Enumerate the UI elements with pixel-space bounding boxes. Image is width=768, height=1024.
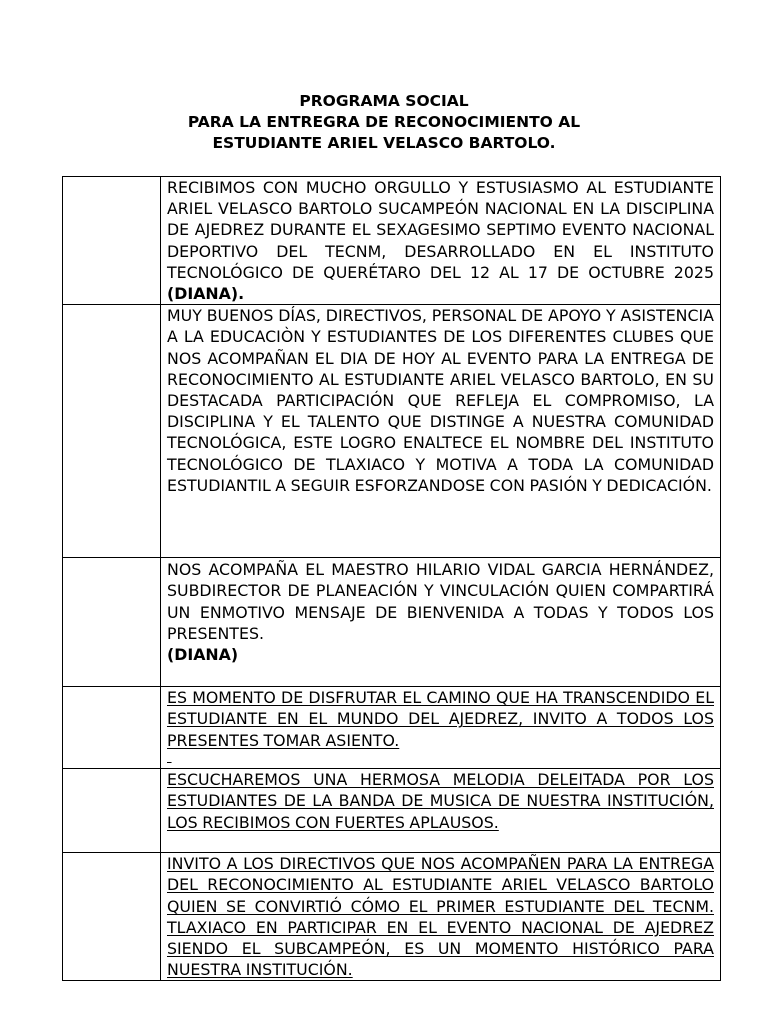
row-text <box>167 687 714 761</box>
row-label-cell <box>63 687 161 769</box>
row-text-cell <box>161 687 721 769</box>
row-label-cell <box>63 558 161 687</box>
row-text-cell <box>161 177 721 305</box>
program-row <box>63 305 721 558</box>
row-text-cell <box>161 853 721 981</box>
row-text <box>167 305 714 496</box>
row-label-cell <box>63 177 161 305</box>
title-line-1: PROGRAMA SOCIAL <box>299 92 469 110</box>
row-body: ESCUCHAREMOS UNA HERMOSA MELODIA DELEITADA POR LOS ESTUDIANTES DE LA BANDA DE MUSICA DE NUESTRA INSTITUCIÓN, LOS RECIBIMOS CON FUERTES APLAUSOS. <box>167 770 714 832</box>
program-row <box>63 687 721 769</box>
program-row <box>63 853 721 981</box>
row-body: NOS ACOMPAÑA EL MAESTRO HILARIO VIDAL GARCIA HERNÁNDEZ, SUBDIRECTOR DE PLANEACIÓN Y VINCULACIÓN QUIEN COMPARTIRÁ UN ENMOTIVO MENSAJE DE BIENVENIDA A TODAS Y TODOS LOS PRESENTES. <box>167 560 714 643</box>
program-row <box>63 769 721 853</box>
title-line-2: PARA LA ENTREGRA DE RECONOCIMIENTO AL <box>187 113 581 131</box>
program-table <box>62 176 721 981</box>
row-text-cell <box>161 769 721 853</box>
row-text-cell <box>161 305 721 558</box>
title-line-3: ESTUDIANTE ARIEL VELASCO BARTOLO. <box>212 134 556 152</box>
row-text-cell <box>161 558 721 687</box>
program-row <box>63 177 721 305</box>
row-body: MUY BUENOS DÍAS, DIRECTIVOS, PERSONAL DE APOYO Y ASISTENCIA A LA EDUCACIÒN Y ESTUDIANTES DE LOS DIFERENTES CLUBES QUE NOS ACOMPAÑAN EL DIA DE HOY AL EVENTO PARA LA ENTREGA DE RECONOCIMIENTO AL ESTUDIANTE ARIEL VELASCO BARTOLO, EN SU DESTACADA PARTICIPACIÓN QUE REFLEJA EL COMPROMISO, LA DISCIPLINA Y EL TALENTO QUE DISTINGE A NUESTRA COMUNIDAD TECNOLÓGICA, ESTE LOGRO ENALTECE EL NOMBRE DEL INSTITUTO TECNOLÓGICO DE TLAXIACO Y MOTIVA A TODA LA COMUNIDAD ESTUDIANTIL A SEGUIR ESFORZANDOSE CON PASIÓN Y DEDICACIÓN. <box>167 306 714 495</box>
row-label-cell <box>63 853 161 981</box>
row-text <box>167 177 714 304</box>
row-text <box>167 853 714 980</box>
row-text <box>167 558 714 665</box>
row-label-cell <box>63 305 161 558</box>
document-title <box>0 91 768 154</box>
speaker-label: (DIANA) <box>167 645 239 665</box>
row-body: ES MOMENTO DE DISFRUTAR EL CAMINO QUE HA TRANSCENDIDO EL ESTUDIANTE EN EL MUNDO DEL AJEDREZ, INVITO A TODOS LOS PRESENTES TOMAR ASIENTO. <box>167 688 714 750</box>
row-body: INVITO A LOS DIRECTIVOS QUE NOS ACOMPAÑEN PARA LA ENTREGA DEL RECONOCIMIENTO AL ESTUDIANTE ARIEL VELASCO BARTOLO QUIEN SE CONVIRTIÓ CÓMO EL PRIMER ESTUDIANTE DEL TECNM. TLAXIACO EN PARTICIPAR EN EL EVENTO NACIONAL DE AJEDREZ SIENDO EL SUBCAMPEÓN, ES UN MOMENTO HISTÓRICO PARA NUESTRA INSTITUCIÓN. <box>167 854 714 980</box>
program-row <box>63 558 721 687</box>
speaker-label: (DIANA). <box>167 284 245 304</box>
row-text <box>167 769 714 833</box>
row-label-cell <box>63 769 161 853</box>
row-body: RECIBIMOS CON MUCHO ORGULLO Y ESTUSIASMO AL ESTUDIANTE ARIEL VELASCO BARTOLO SUCAMPEÓN NACIONAL EN LA DISCIPLINA DE AJEDREZ DURANTE EL SEXAGESIMO SEPTIMO EVENTO NACIONAL DEPORTIVO DEL TECNM, DESARROLLADO EN EL INSTITUTO TECNOLÓGICO DE QUERÉTARO DEL 12 AL 17 DE OCTUBRE 2025 <box>167 178 714 282</box>
empty-underlined-line <box>167 751 714 761</box>
